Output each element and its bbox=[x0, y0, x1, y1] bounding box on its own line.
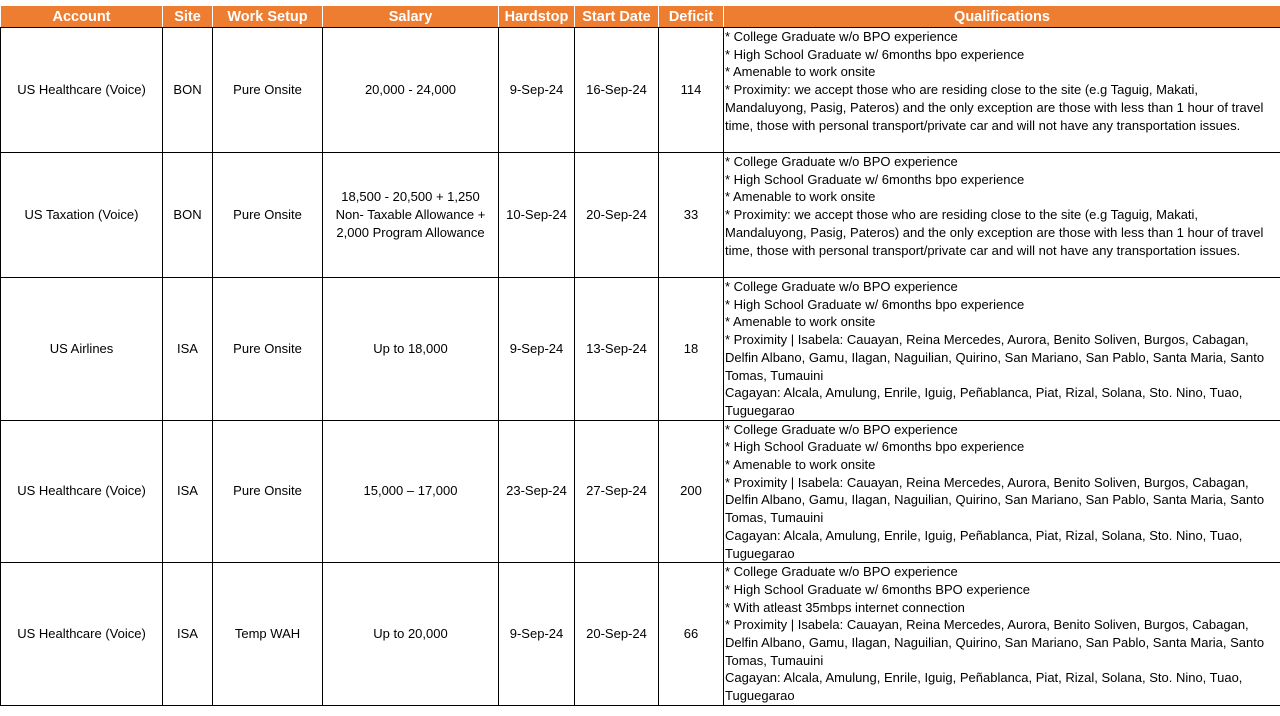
cell-qualifications bbox=[724, 278, 1280, 421]
table-row bbox=[1, 153, 1280, 278]
header-work-setup: Work Setup bbox=[213, 6, 323, 28]
cell-hardstop: 9-Sep-24 bbox=[499, 563, 575, 706]
cell-account: US Healthcare (Voice) bbox=[1, 563, 163, 706]
qualification-line: Cagayan: Alcala, Amulung, Enrile, Iguig, Peñablanca, Piat, Rizal, Solana, Sto. Nino, Tuao, Tuguegarao bbox=[725, 527, 1278, 562]
cell-qualifications bbox=[724, 153, 1280, 278]
cell-salary: 15,000 – 17,000 bbox=[323, 420, 499, 563]
header-start-date: Start Date bbox=[575, 6, 659, 28]
cell-work-setup: Pure Onsite bbox=[213, 278, 323, 421]
cell-start-date: 13-Sep-24 bbox=[575, 278, 659, 421]
cell-site: ISA bbox=[163, 420, 213, 563]
qualification-line: * College Graduate w/o BPO experience bbox=[725, 153, 1278, 171]
qualification-line: * College Graduate w/o BPO experience bbox=[725, 563, 1278, 581]
cell-deficit: 18 bbox=[659, 278, 724, 421]
job-openings-table bbox=[0, 5, 1280, 706]
cell-start-date: 20-Sep-24 bbox=[575, 563, 659, 706]
cell-hardstop: 10-Sep-24 bbox=[499, 153, 575, 278]
qualification-line: * High School Graduate w/ 6months bpo experience bbox=[725, 438, 1278, 456]
table-row bbox=[1, 420, 1280, 563]
cell-salary: Up to 20,000 bbox=[323, 563, 499, 706]
qualification-line: * Proximity: we accept those who are residing close to the site (e.g Taguig, Makati, Mandaluyong, Pasig, Pateros) and the only exception are those with less than 1 hour of travel time, those with personal transport/private car and will not have any transportation issues. bbox=[725, 81, 1278, 134]
qualification-line: * High School Graduate w/ 6months bpo experience bbox=[725, 296, 1278, 314]
cell-salary: 20,000 - 24,000 bbox=[323, 28, 499, 153]
qualification-line: * College Graduate w/o BPO experience bbox=[725, 278, 1278, 296]
cell-work-setup: Pure Onsite bbox=[213, 28, 323, 153]
header-site: Site bbox=[163, 6, 213, 28]
cell-start-date: 16-Sep-24 bbox=[575, 28, 659, 153]
cell-qualifications bbox=[724, 28, 1280, 153]
cell-work-setup: Pure Onsite bbox=[213, 420, 323, 563]
cell-start-date: 20-Sep-24 bbox=[575, 153, 659, 278]
qualification-line: * High School Graduate w/ 6months BPO experience bbox=[725, 581, 1278, 599]
cell-work-setup: Temp WAH bbox=[213, 563, 323, 706]
header-salary: Salary bbox=[323, 6, 499, 28]
cell-site: ISA bbox=[163, 563, 213, 706]
cell-site: ISA bbox=[163, 278, 213, 421]
cell-hardstop: 23-Sep-24 bbox=[499, 420, 575, 563]
qualification-line: * College Graduate w/o BPO experience bbox=[725, 28, 1278, 46]
header-deficit: Deficit bbox=[659, 6, 724, 28]
cell-work-setup: Pure Onsite bbox=[213, 153, 323, 278]
cell-account: US Healthcare (Voice) bbox=[1, 420, 163, 563]
qualification-line: Cagayan: Alcala, Amulung, Enrile, Iguig, Peñablanca, Piat, Rizal, Solana, Sto. Nino, Tuao, Tuguegarao bbox=[725, 384, 1278, 419]
qualification-line: * College Graduate w/o BPO experience bbox=[725, 421, 1278, 439]
qualification-line: Cagayan: Alcala, Amulung, Enrile, Iguig, Peñablanca, Piat, Rizal, Solana, Sto. Nino, Tuao, Tuguegarao bbox=[725, 669, 1278, 704]
cell-deficit: 200 bbox=[659, 420, 724, 563]
header-account: Account bbox=[1, 6, 163, 28]
qualification-line: * Proximity | Isabela: Cauayan, Reina Mercedes, Aurora, Benito Soliven, Burgos, Cabagan, Delfin Albano, Gamu, Ilagan, Naguilian, Quirino, San Mariano, San Pablo, Santa Maria, Santo Tomas, Tumauini bbox=[725, 616, 1278, 669]
cell-account: US Taxation (Voice) bbox=[1, 153, 163, 278]
qualification-line: * Proximity | Isabela: Cauayan, Reina Mercedes, Aurora, Benito Soliven, Burgos, Cabagan, Delfin Albano, Gamu, Ilagan, Naguilian, Quirino, San Mariano, San Pablo, Santa Maria, Santo Tomas, Tumauini bbox=[725, 331, 1278, 384]
cell-site: BON bbox=[163, 153, 213, 278]
cell-start-date: 27-Sep-24 bbox=[575, 420, 659, 563]
qualification-line: * Proximity | Isabela: Cauayan, Reina Mercedes, Aurora, Benito Soliven, Burgos, Cabagan, Delfin Albano, Gamu, Ilagan, Naguilian, Quirino, San Mariano, San Pablo, Santa Maria, Santo Tomas, Tumauini bbox=[725, 474, 1278, 527]
header-hardstop: Hardstop bbox=[499, 6, 575, 28]
qualification-line: * Proximity: we accept those who are residing close to the site (e.g Taguig, Makati, Mandaluyong, Pasig, Pateros) and the only exception are those with less than 1 hour of travel time, those with personal transport/private car and will not have any transportation issues. bbox=[725, 206, 1278, 259]
cell-hardstop: 9-Sep-24 bbox=[499, 28, 575, 153]
qualification-line: * Amenable to work onsite bbox=[725, 313, 1278, 331]
cell-deficit: 114 bbox=[659, 28, 724, 153]
cell-deficit: 33 bbox=[659, 153, 724, 278]
cell-salary: 18,500 - 20,500 + 1,250 Non- Taxable Allowance + 2,000 Program Allowance bbox=[323, 153, 499, 278]
cell-qualifications bbox=[724, 420, 1280, 563]
qualification-line: * High School Graduate w/ 6months bpo experience bbox=[725, 171, 1278, 189]
cell-deficit: 66 bbox=[659, 563, 724, 706]
table-row bbox=[1, 278, 1280, 421]
qualification-line: * Amenable to work onsite bbox=[725, 63, 1278, 81]
qualification-line: * Amenable to work onsite bbox=[725, 188, 1278, 206]
header-qualifications: Qualifications bbox=[724, 6, 1280, 28]
cell-qualifications bbox=[724, 563, 1280, 706]
cell-account: US Airlines bbox=[1, 278, 163, 421]
header-row bbox=[1, 6, 1280, 28]
cell-hardstop: 9-Sep-24 bbox=[499, 278, 575, 421]
table-row bbox=[1, 28, 1280, 153]
qualification-line: * With atleast 35mbps internet connection bbox=[725, 599, 1278, 617]
qualification-line: * Amenable to work onsite bbox=[725, 456, 1278, 474]
qualification-line: * High School Graduate w/ 6months bpo experience bbox=[725, 46, 1278, 64]
cell-account: US Healthcare (Voice) bbox=[1, 28, 163, 153]
cell-site: BON bbox=[163, 28, 213, 153]
table-row bbox=[1, 563, 1280, 706]
cell-salary: Up to 18,000 bbox=[323, 278, 499, 421]
